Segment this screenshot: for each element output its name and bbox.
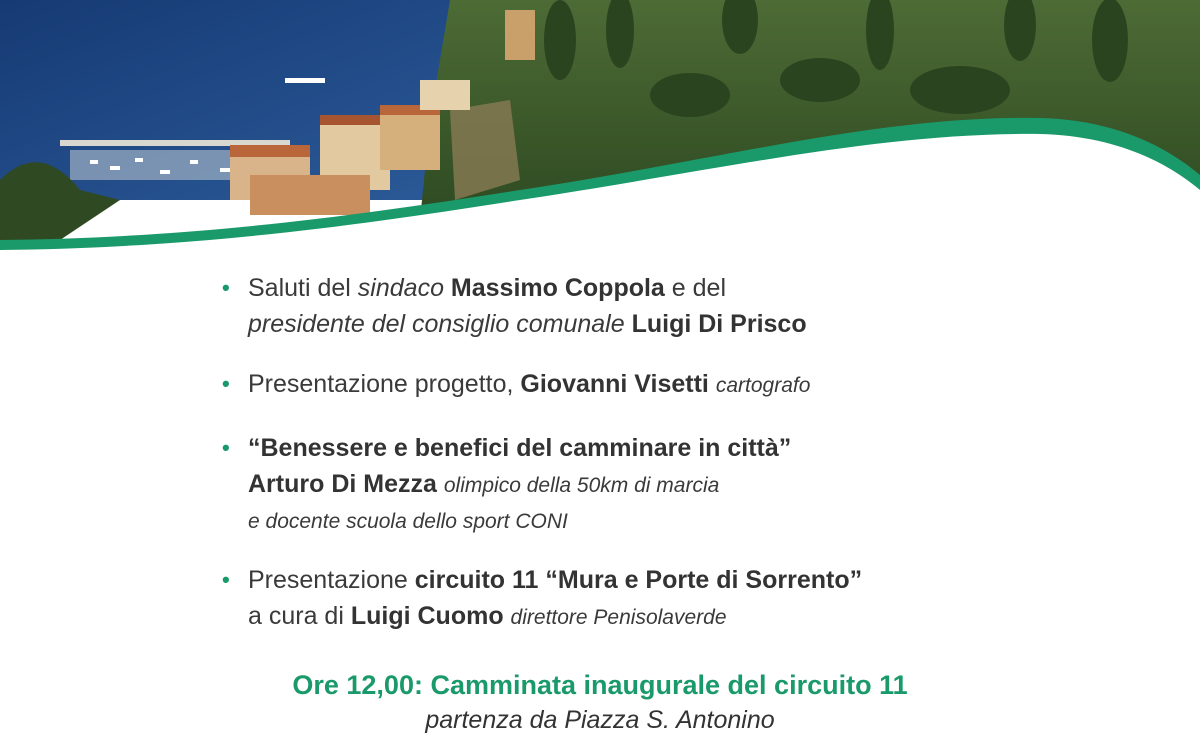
item-line: Presentazione progetto, Giovanni Visetti cartografo	[248, 370, 811, 398]
departure-location: partenza da Piazza S. Antonino	[425, 706, 775, 734]
item-line: presidente del consiglio comunale Luigi Di Prisco	[248, 310, 807, 338]
bullet-icon: •	[222, 567, 230, 592]
program-content	[0, 262, 1200, 750]
item-line: Saluti del sindaco Massimo Coppola e del	[248, 274, 727, 302]
walk-announcement: Ore 12,00: Camminata inaugurale del circuito 11	[292, 670, 908, 700]
item-line: a cura di Luigi Cuomo direttore Penisolaverde	[248, 602, 727, 630]
item-line: Arturo Di Mezza olimpico della 50km di marcia	[248, 470, 720, 498]
bullet-icon: •	[222, 371, 230, 396]
bullet-icon: •	[222, 275, 230, 300]
coastline-illustration	[0, 0, 1200, 260]
program-item-presentazione-progetto	[222, 366, 1148, 404]
hero-photo	[0, 0, 1200, 260]
item-line: “Benessere e benefici del camminare in città”	[248, 434, 792, 462]
program-item-circuito	[222, 562, 1148, 636]
item-line: Presentazione circuito 11 “Mura e Porte di Sorrento”	[248, 566, 863, 594]
item-line: e docente scuola dello sport CONI	[248, 510, 568, 533]
program-item-benessere	[222, 430, 1148, 540]
bullet-icon: •	[222, 435, 230, 460]
program-item-saluti	[222, 270, 1148, 342]
